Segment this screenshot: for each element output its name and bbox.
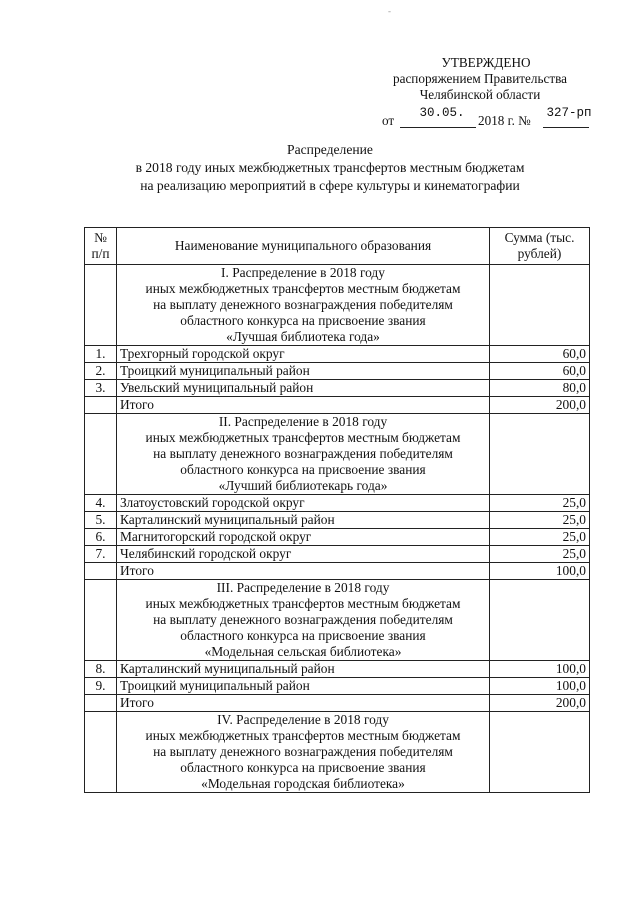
section-title-line: на выплату денежного вознаграждения победителям	[153, 612, 453, 627]
table-row	[85, 661, 590, 678]
municipality-name: Карталинский муниципальный район	[117, 661, 490, 678]
row-sum: 25,0	[490, 512, 590, 529]
total-sum: 100,0	[490, 563, 590, 580]
approval-line-2: Челябинской области	[419, 87, 541, 102]
total-label: Итого	[117, 397, 490, 414]
section-title-line: на выплату денежного вознаграждения победителям	[153, 297, 453, 312]
number-underline	[543, 127, 589, 128]
municipality-name: Златоустовский городской округ	[117, 495, 490, 512]
section-title-line: на выплату денежного вознаграждения победителям	[153, 744, 453, 759]
municipality-name: Челябинский городской округ	[117, 546, 490, 563]
year-number-label: 2018 г. №	[478, 113, 531, 128]
section-title	[117, 712, 490, 793]
municipality-name: Троицкий муниципальный район	[117, 363, 490, 380]
municipality-name: Трехгорный городской округ	[117, 346, 490, 363]
section-title-line: «Лучшая библиотека года»	[226, 329, 380, 344]
section-title-line: областного конкурса на присвоение звания	[180, 313, 426, 328]
section-title-row	[85, 265, 590, 346]
approval-stamp	[330, 55, 630, 127]
section-title-line: III. Распределение в 2018 году	[216, 580, 390, 595]
total-row	[85, 695, 590, 712]
section-title	[117, 580, 490, 661]
row-sum: 25,0	[490, 529, 590, 546]
header-sum: Сумма (тыс. рублей)	[490, 228, 590, 265]
section-title-line: иных межбюджетных трансфертов местным бюджетам	[145, 430, 461, 445]
section-title-line: «Лучший библиотекарь года»	[218, 478, 388, 493]
table-row	[85, 512, 590, 529]
heading-line-2: в 2018 году иных межбюджетных трансфертов местным бюджетам	[135, 160, 525, 175]
approval-date: 30.05.	[419, 106, 465, 120]
total-num-cell	[85, 563, 117, 580]
section-sum-cell	[490, 712, 590, 793]
section-title	[117, 414, 490, 495]
section-num-cell	[85, 265, 117, 346]
municipality-name: Магнитогорский городской округ	[117, 529, 490, 546]
row-number: 2.	[85, 363, 117, 380]
section-title-line: иных межбюджетных трансфертов местным бюджетам	[145, 596, 461, 611]
row-number: 9.	[85, 678, 117, 695]
section-title-line: областного конкурса на присвоение звания	[180, 760, 426, 775]
row-number: 7.	[85, 546, 117, 563]
table-row	[85, 380, 590, 397]
header-name: Наименование муниципального образования	[117, 228, 490, 265]
total-row	[85, 397, 590, 414]
approval-line-1: распоряжением Правительства	[393, 71, 567, 86]
total-sum: 200,0	[490, 397, 590, 414]
table-row	[85, 678, 590, 695]
section-title-line: областного конкурса на присвоение звания	[180, 462, 426, 477]
section-title-line: «Модельная сельская библиотека»	[204, 644, 402, 659]
section-title-line: иных межбюджетных трансфертов местным бюджетам	[145, 281, 461, 296]
section-title-row	[85, 580, 590, 661]
distribution-table	[84, 227, 590, 793]
row-sum: 100,0	[490, 678, 590, 695]
section-title-line: IV. Распределение в 2018 году	[217, 712, 389, 727]
total-num-cell	[85, 397, 117, 414]
row-sum: 80,0	[490, 380, 590, 397]
section-sum-cell	[490, 580, 590, 661]
total-row	[85, 563, 590, 580]
approval-number: 327-рп	[546, 106, 592, 120]
approval-title: УТВЕРЖДЕНО	[441, 55, 531, 70]
row-sum: 60,0	[490, 346, 590, 363]
heading-line-1: Распределение	[287, 142, 373, 157]
table-row	[85, 546, 590, 563]
document-heading	[80, 141, 580, 195]
section-num-cell	[85, 414, 117, 495]
row-number: 4.	[85, 495, 117, 512]
row-number: 5.	[85, 512, 117, 529]
from-label: от	[382, 113, 395, 128]
table-body	[85, 265, 590, 793]
table-row	[85, 363, 590, 380]
row-number: 1.	[85, 346, 117, 363]
section-title-line: II. Распределение в 2018 году	[218, 414, 388, 429]
section-num-cell	[85, 580, 117, 661]
section-title	[117, 265, 490, 346]
total-num-cell	[85, 695, 117, 712]
section-title-row	[85, 712, 590, 793]
section-sum-cell	[490, 414, 590, 495]
table-header-row	[85, 228, 590, 265]
section-title-row	[85, 414, 590, 495]
table-row	[85, 529, 590, 546]
section-title-line: иных межбюджетных трансфертов местным бюджетам	[145, 728, 461, 743]
row-number: 8.	[85, 661, 117, 678]
row-sum: 25,0	[490, 495, 590, 512]
total-label: Итого	[117, 695, 490, 712]
total-sum: 200,0	[490, 695, 590, 712]
row-sum: 25,0	[490, 546, 590, 563]
row-number: 6.	[85, 529, 117, 546]
table-row	[85, 495, 590, 512]
header-num: № п/п	[85, 228, 117, 265]
row-number: 3.	[85, 380, 117, 397]
municipality-name: Карталинский муниципальный район	[117, 512, 490, 529]
approval-date-line	[330, 105, 630, 127]
heading-line-3: на реализацию мероприятий в сфере культуры и кинематографии	[140, 178, 520, 193]
row-sum: 60,0	[490, 363, 590, 380]
date-underline	[400, 127, 476, 128]
section-title-line: I. Распределение в 2018 году	[221, 265, 385, 280]
section-title-line: областного конкурса на присвоение звания	[180, 628, 426, 643]
section-num-cell	[85, 712, 117, 793]
section-title-line: «Модельная городская библиотека»	[201, 776, 405, 791]
section-sum-cell	[490, 265, 590, 346]
municipality-name: Увельский муниципальный район	[117, 380, 490, 397]
section-title-line: на выплату денежного вознаграждения победителям	[153, 446, 453, 461]
total-label: Итого	[117, 563, 490, 580]
municipality-name: Троицкий муниципальный район	[117, 678, 490, 695]
row-sum: 100,0	[490, 661, 590, 678]
table-row	[85, 346, 590, 363]
page-dash-mark: -	[388, 6, 391, 16]
